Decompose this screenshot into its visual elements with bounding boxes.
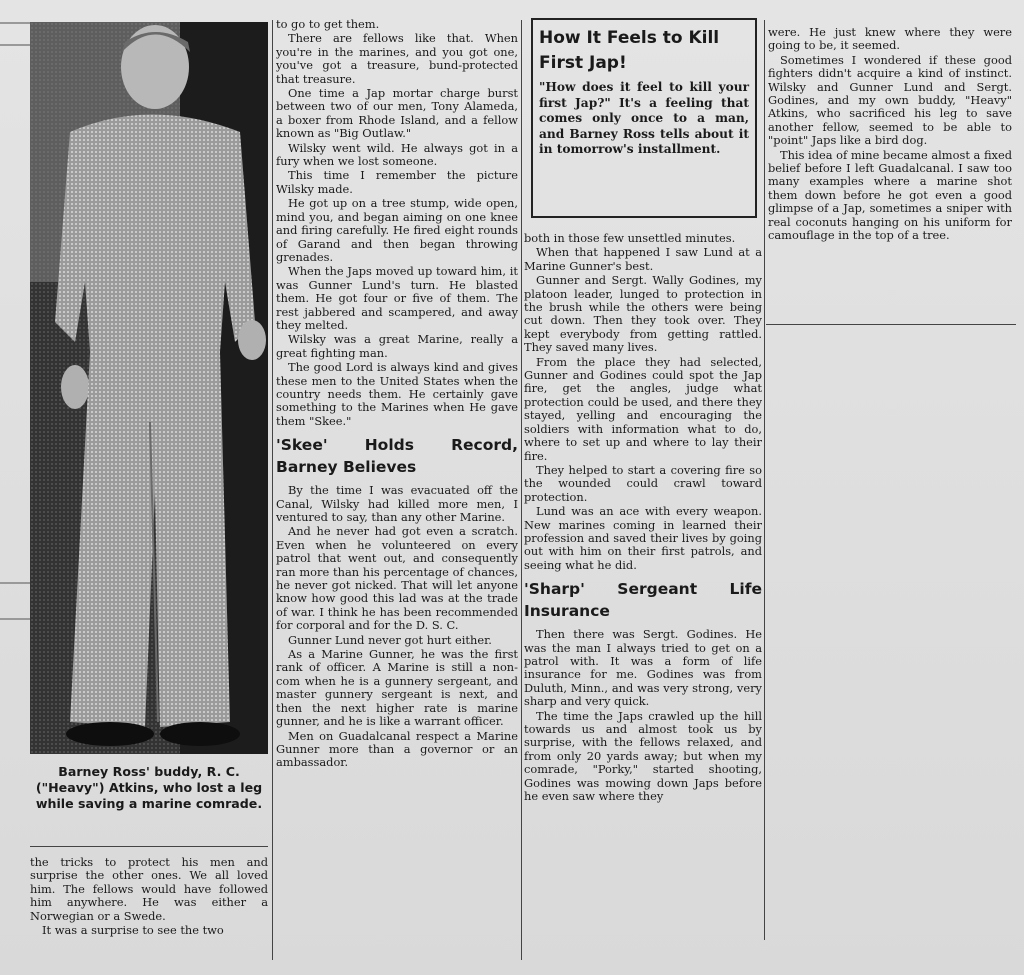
paragraph: And he never had got even a scratch. Even when he volunteered on every patrol that went out, and consequently ran more than his percentage of chances, he never got nicked. That will let anyone know how good this lad was at the trade of war. I think he has been recommended for corporal and for the D. S. C. xyxy=(276,524,518,633)
paragraph: Gunner and Sergt. Wally Godines, my platoon leader, lunged to protection in the brush while the others were being cut down. Then they took over. They kept everybody from getting rattled. They saved many lives. xyxy=(524,273,762,355)
column-rule-2 xyxy=(521,20,522,960)
paragraph: both in those few unsettled minutes. xyxy=(524,231,736,245)
caption-rule xyxy=(30,846,268,847)
paragraph: As a Marine Gunner, he was the first rank of officer. A Marine is still a non-com when he is a gunnery sergeant, and master gunnery sergeant is next, and then the next higher rate is marine gunner, and he is like a warrant officer. xyxy=(276,647,518,729)
paragraph: This time I remember the picture Wilsky made. xyxy=(276,168,518,196)
paragraph: This idea of mine became almost a fixed belief before I left Guadalcanal. I saw too many examples where a marine shot them down before he got even a good glimpse of a Jap, sometimes a sniper with real coconuts hanging on his uniform for camouflage in the top of a tree. xyxy=(768,147,1012,243)
paragraph: Sometimes I wondered if these good fighters didn't acquire a kind of instinct. Wilsky and Gunner Lund and Sergt. Godines, and my own buddy, "Heavy" Atkins, who sacrificed his leg to save another fellow, seemed to be able to "point" Japs like a bird dog. xyxy=(768,52,1012,148)
column-2 xyxy=(276,18,518,771)
paragraph: to go to get them. xyxy=(276,17,380,31)
teaser-body: "How does it feel to kill your first Jap?" It's a feeling that comes only once to a man, and Barney Ross tells about it in tomorrow's installment. xyxy=(539,80,749,156)
paragraph: There are fellows like that. When you're in the marines, and you got one, you've got a treasure, bund-protected that treasure. xyxy=(276,31,518,86)
subheadline-sharp-sergeant: 'Sharp' Sergeant Life Insurance xyxy=(524,580,762,621)
paragraph: He got up on a tree stump, wide open, mind you, and began aiming on one knee and firing carefully. He fired eight rounds of Garand and then began throwing grenades. xyxy=(276,196,518,264)
photo-caption: Barney Ross' buddy, R. C. ("Heavy") Atkins, who lost a leg while saving a marine comrade. xyxy=(35,764,263,811)
column-rule-3 xyxy=(764,20,765,940)
paragraph: They helped to start a covering fire so the wounded could crawl toward protection. xyxy=(524,462,762,504)
teaser-title: How It Feels to Kill First Jap! xyxy=(539,28,720,73)
column-4-end-rule xyxy=(766,324,1016,325)
paragraph: By the time I was evacuated off the Canal, Wilsky had killed more men, I ventured to say, than any other Marine. xyxy=(276,483,518,524)
column-4 xyxy=(768,26,1012,244)
paragraph: Then there was Sergt. Godines. He was the man I always tried to get on a patrol with. It was a form of life insurance for me. Godines was from Duluth, Minn., and was very strong, very sharp and very quick. xyxy=(524,627,762,709)
paragraph: Men on Guadalcanal respect a Marine Gunner more than a governor or an ambassador. xyxy=(276,728,518,770)
soldier-photo-image xyxy=(30,22,268,754)
paragraph: The time the Japs crawled up the hill towards us and almost took us by surprise, with the fellows relaxed, and from only 20 yards away; but when my comrade, "Porky," started shooting, Godines was mowing down Japs before he even saw where they xyxy=(524,708,762,804)
paragraph: From the place they had selected, Gunner and Godines could spot the Jap fire, get the angles, judge what protection could be used, and there they stayed, yelling and encouraging the soldiers with information what to do, where to set up and where to lay their fire. xyxy=(524,354,762,463)
paragraph: One time a Jap mortar charge burst between two of our men, Tony Alameda, a boxer from Rhode Island, and a fellow known as "Big Outlaw." xyxy=(276,86,518,141)
paragraph: the tricks to protect his men and surprise the other ones. We all loved him. The fellows would have followed him anywhere. He was either a Norwegian or a Swede. xyxy=(30,855,268,923)
paragraph: When the Japs moved up toward him, it was Gunner Lund's turn. He blasted them. He got four or five of them. The rest jabbered and scampered, and away they melted. xyxy=(276,264,518,332)
paragraph: Lund was an ace with every weapon. New marines coming in learned their profession and saved their lives by going out with him on their first patrols, and seeing what he did. xyxy=(524,504,762,572)
paragraph: The good Lord is always kind and gives these men to the United States when the country needs them. He certainly gave something to the Marines when He gave them "Skee." xyxy=(276,360,518,428)
teaser-box xyxy=(531,18,757,218)
column-3 xyxy=(524,232,762,804)
paragraph: Wilsky was a great Marine, really a great fighting man. xyxy=(276,332,518,360)
paragraph: It was a surprise to see the two xyxy=(42,923,224,938)
paragraph: Gunner Lund never got hurt either. xyxy=(288,632,492,647)
paragraph: Wilsky went wild. He always got in a fury when we lost someone. xyxy=(276,140,518,169)
photo-heavy-atkins xyxy=(30,22,268,754)
paragraph: were. He just knew where they were going to be, it seemed. xyxy=(768,25,1012,53)
paragraph: When that happened I saw Lund at a Marine Gunner's best. xyxy=(524,245,762,273)
subheadline-skee-holds-record: 'Skee' Holds Record, Barney Believes xyxy=(276,436,518,477)
column-rule-1 xyxy=(272,20,273,960)
column-1-continued xyxy=(30,856,268,938)
